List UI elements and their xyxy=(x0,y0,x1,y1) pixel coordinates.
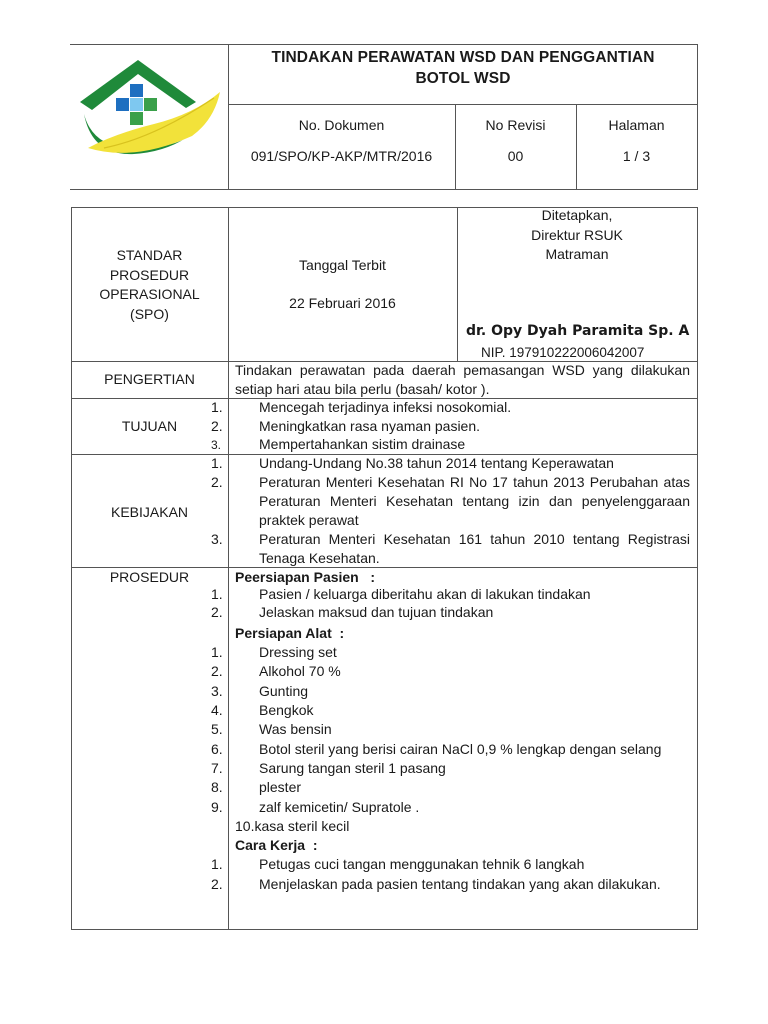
tujuan-label: TUJUAN xyxy=(121,418,178,434)
list-item xyxy=(211,759,690,778)
item-text: Bengkok xyxy=(259,702,314,719)
kebijakan-list xyxy=(211,454,690,568)
item-text: Mempertahankan sistim drainase xyxy=(259,436,466,452)
spo-label-line: STANDAR xyxy=(116,247,183,263)
item-text: Pasien / keluarga diberitahu akan di lakukan tindakan xyxy=(259,586,591,603)
spo-label xyxy=(71,246,228,324)
logo-cross-center xyxy=(130,98,143,111)
item-text: Gunting xyxy=(259,682,309,699)
prosedur-content xyxy=(211,568,690,894)
item-number: 2. xyxy=(211,875,223,892)
no-dokumen-label: No. Dokumen xyxy=(298,117,385,133)
halaman-label: Halaman xyxy=(608,117,665,133)
logo-cross-right xyxy=(144,98,157,111)
signer-name: dr. Opy Dyah Paramita Sp. A xyxy=(466,323,690,339)
logo-cross-bottom xyxy=(130,112,143,125)
list-item xyxy=(211,740,690,759)
cara-kerja-heading: Cara Kerja : xyxy=(235,837,318,854)
list-item xyxy=(211,530,690,568)
item-number: 5. xyxy=(211,721,223,738)
item-text: Petugas cuci tangan menggunakan tehnik 6 langkah xyxy=(259,856,585,873)
tanggal-terbit-label: Tanggal Terbit xyxy=(299,257,386,273)
spo-label-line: OPERASIONAL xyxy=(99,286,200,302)
title-line-1: TINDAKAN PERAWATAN WSD DAN PENGGANTIAN xyxy=(271,49,655,66)
item-text: Peraturan Menteri Kesehatan RI No 17 tahun 2013 Perubahan atas Peraturan Menteri Kesehatan tentang izin dan penyelenggaraan praktek perawat xyxy=(259,474,690,528)
list-item xyxy=(211,798,690,817)
kebijakan-label: KEBIJAKAN xyxy=(110,504,189,520)
item-number: 3. xyxy=(211,438,222,452)
item-text: Jelaskan maksud dan tujuan tindakan xyxy=(259,603,494,620)
item-number: 2. xyxy=(211,474,223,490)
item-number: 4. xyxy=(211,702,223,719)
pengertian-text: Tindakan perawatan pada daerah pemasangan WSD yang dilakukan setiap hari atau bila perlu (basah/ kotor ). xyxy=(235,362,690,397)
list-item xyxy=(211,398,690,417)
list-item xyxy=(211,454,690,473)
list-item xyxy=(211,720,690,739)
item-text: zalf kemicetin/ Supratole . xyxy=(259,798,420,815)
ditetapkan-line: Ditetapkan, xyxy=(541,207,613,223)
item-text: Menjelaskan pada pasien tentang tindakan yang akan dilakukan. xyxy=(259,875,661,892)
item-text: Undang-Undang No.38 tahun 2014 tentang Keperawatan xyxy=(259,455,614,471)
halaman-value: 1 / 3 xyxy=(622,148,651,164)
item-number: 2. xyxy=(211,417,223,434)
spo-label-line: PROSEDUR xyxy=(109,266,190,283)
list-item xyxy=(211,417,690,436)
item-text: Mencegah terjadinya infeksi nosokomial. xyxy=(259,399,512,415)
item-number: 1. xyxy=(211,399,223,415)
list-item xyxy=(211,682,690,701)
item-text: Dressing set xyxy=(259,644,337,661)
item-text: Alkohol 70 % xyxy=(259,663,341,680)
item-number: 1. xyxy=(211,644,223,661)
item-number: 1. xyxy=(211,856,223,873)
list-item xyxy=(211,778,690,797)
signer-nip: NIP. 197910222006042007 xyxy=(481,345,645,360)
ditetapkan-block xyxy=(457,206,697,265)
list-item xyxy=(211,643,690,662)
tanggal-terbit-value: 22 Februari 2016 xyxy=(289,295,396,311)
no-dokumen-value: 091/SPO/KP-AKP/MTR/2016 xyxy=(250,148,433,164)
list-item xyxy=(211,473,690,530)
hospital-logo xyxy=(74,52,224,170)
item-text: Meningkatkan rasa nyaman pasien. xyxy=(259,417,481,434)
item-number: 6. xyxy=(211,740,223,757)
logo-cross-top xyxy=(130,84,143,97)
item-number: 10. xyxy=(235,817,255,834)
persiapan-pasien-heading: Peersiapan Pasien : xyxy=(235,569,376,585)
ditetapkan-line: Direktur RSUK xyxy=(531,226,623,243)
item-text: kasa steril kecil xyxy=(254,817,350,834)
list-item xyxy=(211,701,690,720)
tujuan-list xyxy=(211,398,690,455)
list-item xyxy=(211,662,690,681)
item-number: 3. xyxy=(211,531,223,547)
item-number: 1. xyxy=(211,586,223,603)
list-item xyxy=(211,875,690,894)
item-number: 7. xyxy=(211,759,223,776)
document-title xyxy=(232,47,694,89)
item-text: Peraturan Menteri Kesehatan 161 tahun 2010 tentang Registrasi Tenaga Kesehatan. xyxy=(259,531,690,566)
item-number: 3. xyxy=(211,682,223,699)
list-item xyxy=(211,603,690,622)
item-number: 9. xyxy=(211,798,223,815)
list-item xyxy=(211,855,690,874)
spo-label-line: (SPO) xyxy=(130,305,169,322)
ditetapkan-line: Matraman xyxy=(545,246,609,262)
item-text: Was bensin xyxy=(259,721,332,738)
item-number: 1. xyxy=(211,455,223,471)
no-revisi-value: 00 xyxy=(507,148,524,164)
item-text: Sarung tangan steril 1 pasang xyxy=(259,759,446,776)
logo-cross-left xyxy=(116,98,129,111)
item-text: plester xyxy=(259,779,302,796)
list-item xyxy=(211,435,690,455)
item-number: 2. xyxy=(211,663,223,680)
persiapan-alat-heading: Persiapan Alat : xyxy=(235,624,345,641)
prosedur-label: PROSEDUR xyxy=(109,569,190,585)
pengertian-label: PENGERTIAN xyxy=(104,371,195,387)
no-revisi-label: No Revisi xyxy=(485,117,546,133)
item-number: 8. xyxy=(211,779,223,796)
title-line-2: BOTOL WSD xyxy=(415,70,511,87)
item-text: Botol steril yang berisi cairan NaCl 0,9 % lengkap dengan selang xyxy=(259,740,662,757)
list-item xyxy=(235,817,690,836)
item-number: 2. xyxy=(211,603,223,620)
